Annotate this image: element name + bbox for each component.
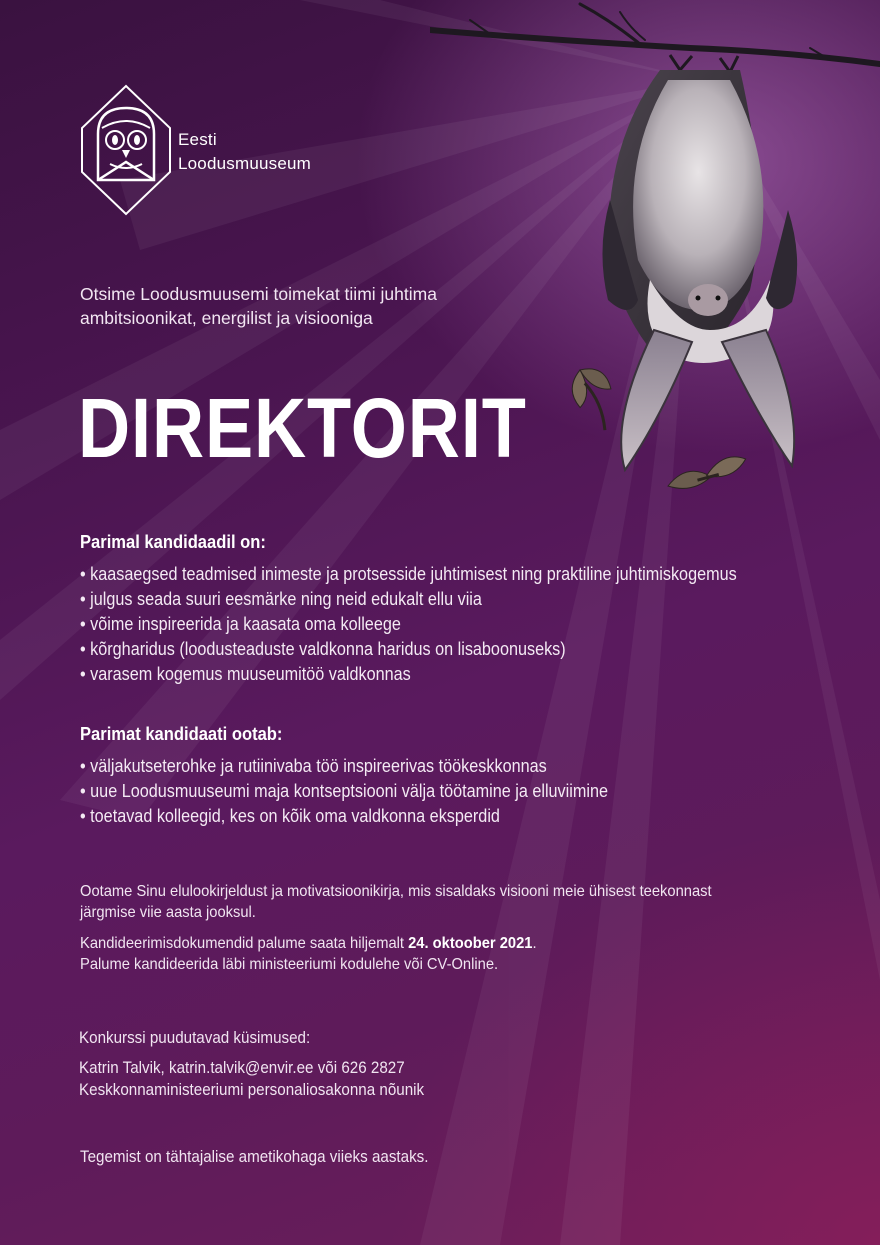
requirements-heading: Parimal kandidaadil on: bbox=[80, 532, 266, 552]
offer-list bbox=[80, 754, 820, 829]
brand-line-2: Loodusmuuseum bbox=[178, 154, 312, 173]
footer-text: Tegemist on tähtajalise ametikohaga viieks aastaks. bbox=[80, 1148, 429, 1166]
owl-logo-icon bbox=[80, 84, 172, 216]
contact-info bbox=[79, 1027, 679, 1101]
intro-text bbox=[80, 282, 500, 330]
deadline-prefix: Kandideerimisdokumendid palume saata hiljemalt bbox=[80, 935, 409, 952]
application-line-1: Ootame Sinu elulookirjeldust ja motivatsioonikirja, mis sisaldaks visiooni meie ühisest teekonnast bbox=[80, 883, 712, 900]
contact-person: Katrin Talvik, katrin.talvik@envir.ee või 626 2827 bbox=[79, 1059, 405, 1077]
offer-heading: Parimat kandidaati ootab: bbox=[80, 724, 283, 744]
application-line-4: Palume kandideerida läbi ministeeriumi kodulehe või CV-Online. bbox=[80, 956, 499, 973]
requirements-list bbox=[80, 562, 820, 687]
application-info bbox=[80, 881, 800, 975]
deadline-line bbox=[80, 933, 742, 954]
contact-heading: Konkurssi puudutavad küsimused: bbox=[79, 1029, 311, 1047]
page-title: DIREKTORIT bbox=[78, 381, 527, 475]
contact-role: Keskkonnaministeeriumi personaliosakonna nõunik bbox=[79, 1081, 425, 1099]
brand-name bbox=[178, 128, 311, 176]
requirements-section bbox=[80, 530, 820, 687]
list-item: • võime inspireerida ja kaasata oma kolleege bbox=[80, 614, 401, 634]
intro-line-1: Otsime Loodusmuusemi toimekat tiimi juhtima bbox=[80, 284, 437, 304]
footer-note bbox=[80, 1146, 680, 1168]
hanging-bat-icon bbox=[602, 55, 797, 470]
intro-line-2: ambitsioonikat, energilist ja visiooniga bbox=[80, 308, 373, 328]
list-item: • julgus seada suuri eesmärke ning neid edukalt ellu viia bbox=[80, 589, 482, 609]
branch-icon bbox=[430, 4, 880, 64]
brand-line-1: Eesti bbox=[178, 130, 217, 149]
list-item: • väljakutseterohke ja rutiinivaba töö inspireerivas töökeskkonnas bbox=[80, 756, 547, 776]
list-item: • kõrgharidus (loodusteaduste valdkonna haridus on lisaboonuseks) bbox=[80, 639, 566, 659]
list-item: • toetavad kolleegid, kes on kõik oma valdkonna eksperdid bbox=[80, 806, 500, 826]
application-line-2: järgmise viie aasta jooksul. bbox=[80, 904, 256, 921]
deadline-suffix: . bbox=[532, 935, 537, 952]
list-item: • kaasaegsed teadmised inimeste ja protsesside juhtimisest ning praktiline juhtimiskogemus bbox=[80, 564, 737, 584]
deadline-date: 24. oktoober 2021 bbox=[408, 935, 533, 952]
offer-section bbox=[80, 722, 820, 829]
list-item: • varasem kogemus muuseumitöö valdkonnas bbox=[80, 664, 411, 684]
list-item: • uue Loodusmuuseumi maja kontseptsiooni välja töötamine ja elluviimine bbox=[80, 781, 608, 801]
